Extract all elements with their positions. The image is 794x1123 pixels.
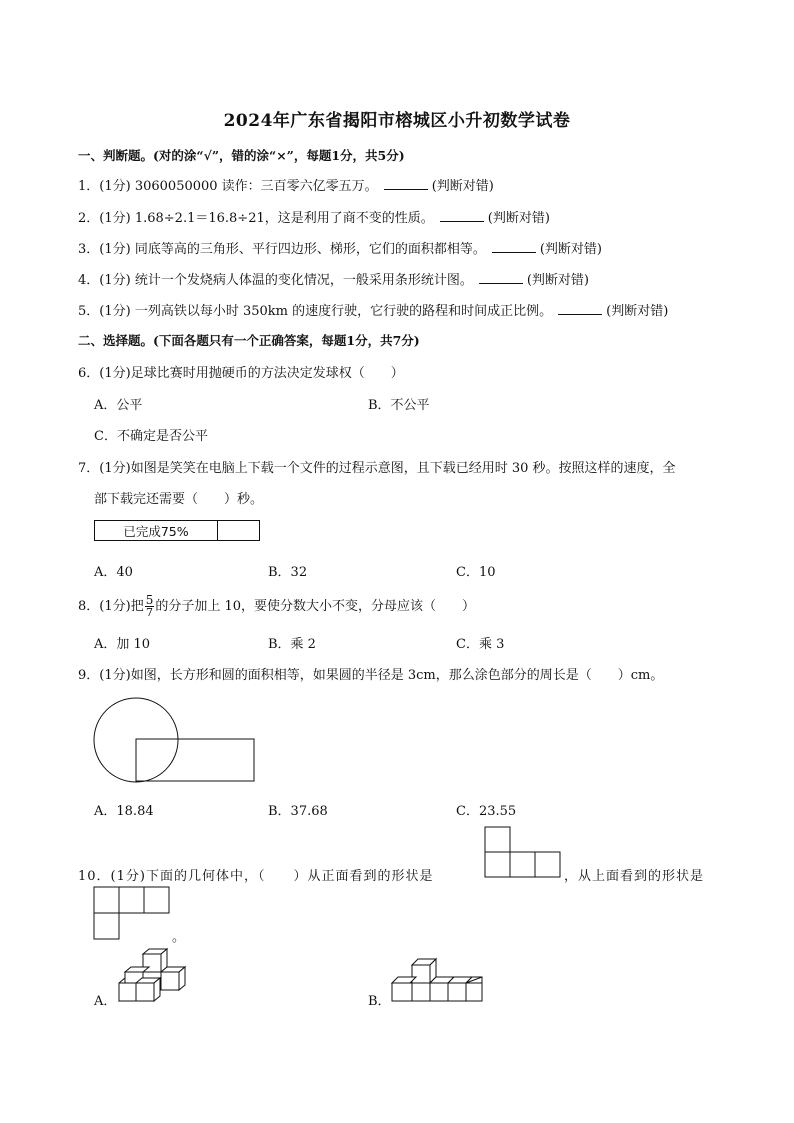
option-b[interactable]: B．37.68	[268, 804, 328, 819]
option-c[interactable]: C．10	[456, 565, 496, 580]
front-view-figure	[484, 826, 562, 878]
question-score: (1分)	[99, 211, 131, 226]
option-a[interactable]: A．加 10	[94, 637, 151, 652]
question-text-pre: 把	[130, 599, 144, 614]
option-a[interactable]: A．18.84	[94, 804, 154, 819]
question-2	[78, 207, 550, 226]
question-5	[78, 300, 668, 319]
question-6	[78, 362, 404, 381]
question-10-part-1	[78, 865, 433, 884]
section-1-heading: 一、判断题。(对的涂“√”，错的涂“×”，每题1分，共5分)	[78, 148, 405, 163]
question-3	[78, 238, 602, 257]
fraction-denominator: 7	[146, 606, 154, 619]
question-suffix: (判断对错)	[487, 211, 550, 226]
answer-blank[interactable]	[492, 240, 536, 253]
question-text: 足球比赛时用抛硬币的方法决定发球权（ ）	[130, 366, 404, 381]
question-number: 4．	[78, 273, 100, 288]
option-c[interactable]: C．乘 3	[456, 637, 505, 652]
top-view-figure	[93, 886, 171, 940]
question-number: 5．	[78, 304, 100, 319]
question-suffix: (判断对错)	[431, 179, 494, 194]
option-a[interactable]: A．公平	[94, 398, 143, 413]
circle-rectangle-figure	[90, 694, 260, 786]
question-number: 3．	[78, 242, 100, 257]
page-title: 2024年广东省揭阳市榕城区小升初数学试卷	[223, 111, 571, 131]
question-score: (1分)	[99, 273, 131, 288]
question-score: (1分)	[99, 242, 131, 257]
question-text: 如图，长方形和圆的面积相等，如果圆的半径是 3cm，那么涂色部分的周长是（ ）cm。	[130, 668, 664, 683]
question-text: 3060050000 读作：三百零六亿零五万。	[134, 179, 378, 194]
download-progress-bar	[94, 520, 260, 541]
question-7-line-2: 部下载完还需要（ ）秒。	[94, 492, 264, 507]
question-1	[78, 175, 494, 194]
question-text: 下面的几何体中，（ ）从正面看到的形状是	[145, 869, 434, 884]
question-score: (1分)	[99, 461, 131, 476]
question-10-part-2: ，从上面看到的形状是	[564, 869, 705, 884]
question-text: 如图是笑笑在电脑上下载一个文件的过程示意图，且下载已经用时 30 秒。按照这样的速度，全	[130, 461, 676, 476]
progress-label: 已完成75%	[123, 523, 189, 539]
question-number: 1．	[78, 179, 100, 194]
answer-blank[interactable]	[384, 177, 428, 190]
fraction-numerator: 5	[145, 593, 154, 607]
question-number: 9．	[78, 668, 100, 683]
section-2-heading: 二、选择题。(下面各题只有一个正确答案，每题1分，共7分)	[78, 333, 420, 348]
question-suffix: (判断对错)	[526, 273, 590, 288]
question-score: (1分)	[99, 366, 131, 381]
question-score: (1分)	[99, 179, 131, 194]
option-a-cube-figure[interactable]	[116, 948, 188, 1002]
question-number: 10．	[78, 869, 111, 884]
question-text-post: 的分子加上 10，要使分数大小不变，分母应该（ ）	[155, 599, 476, 614]
question-8	[78, 594, 475, 619]
answer-blank[interactable]	[440, 209, 484, 222]
question-text: 1.68÷2.1＝16.8÷21，这是利用了商不变的性质。	[134, 211, 434, 226]
question-9	[78, 664, 663, 683]
question-text: 同底等高的三角形、平行四边形、梯形，它们的面积都相等。	[134, 242, 486, 257]
progress-fill	[95, 521, 218, 540]
question-number: 8．	[78, 599, 100, 614]
question-number: 7．	[78, 461, 100, 476]
question-score: (1分)	[99, 668, 131, 683]
option-b[interactable]: B．乘 2	[268, 637, 316, 652]
answer-blank[interactable]	[479, 271, 523, 284]
option-b[interactable]: B．不公平	[368, 398, 430, 413]
option-a[interactable]: A．40	[94, 565, 133, 580]
option-c[interactable]: C．不确定是否公平	[94, 429, 208, 444]
question-10-end: 。	[172, 930, 186, 945]
question-number: 6．	[78, 366, 100, 381]
question-score: (1分)	[99, 304, 131, 319]
question-score: (1分)	[110, 869, 146, 884]
question-suffix: (判断对错)	[539, 242, 603, 257]
option-c[interactable]: C．23.55	[456, 804, 517, 819]
figure-rectangle	[136, 739, 254, 781]
option-b-cube-figure[interactable]	[390, 955, 485, 1003]
question-number: 2．	[78, 211, 100, 226]
question-7	[78, 457, 676, 476]
question-score: (1分)	[99, 599, 131, 614]
option-b[interactable]: B．	[368, 994, 391, 1009]
answer-blank[interactable]	[558, 302, 602, 315]
question-text: 一列高铁以每小时 350km 的速度行驶，它行驶的路程和时间成正比例。	[134, 304, 553, 319]
fraction	[145, 594, 155, 619]
question-text: 统计一个发烧病人体温的变化情况，一般采用条形统计图。	[134, 273, 473, 288]
option-a[interactable]: A．	[94, 994, 117, 1009]
question-suffix: (判断对错)	[606, 304, 669, 319]
question-4	[78, 269, 589, 288]
option-b[interactable]: B．32	[268, 565, 308, 580]
